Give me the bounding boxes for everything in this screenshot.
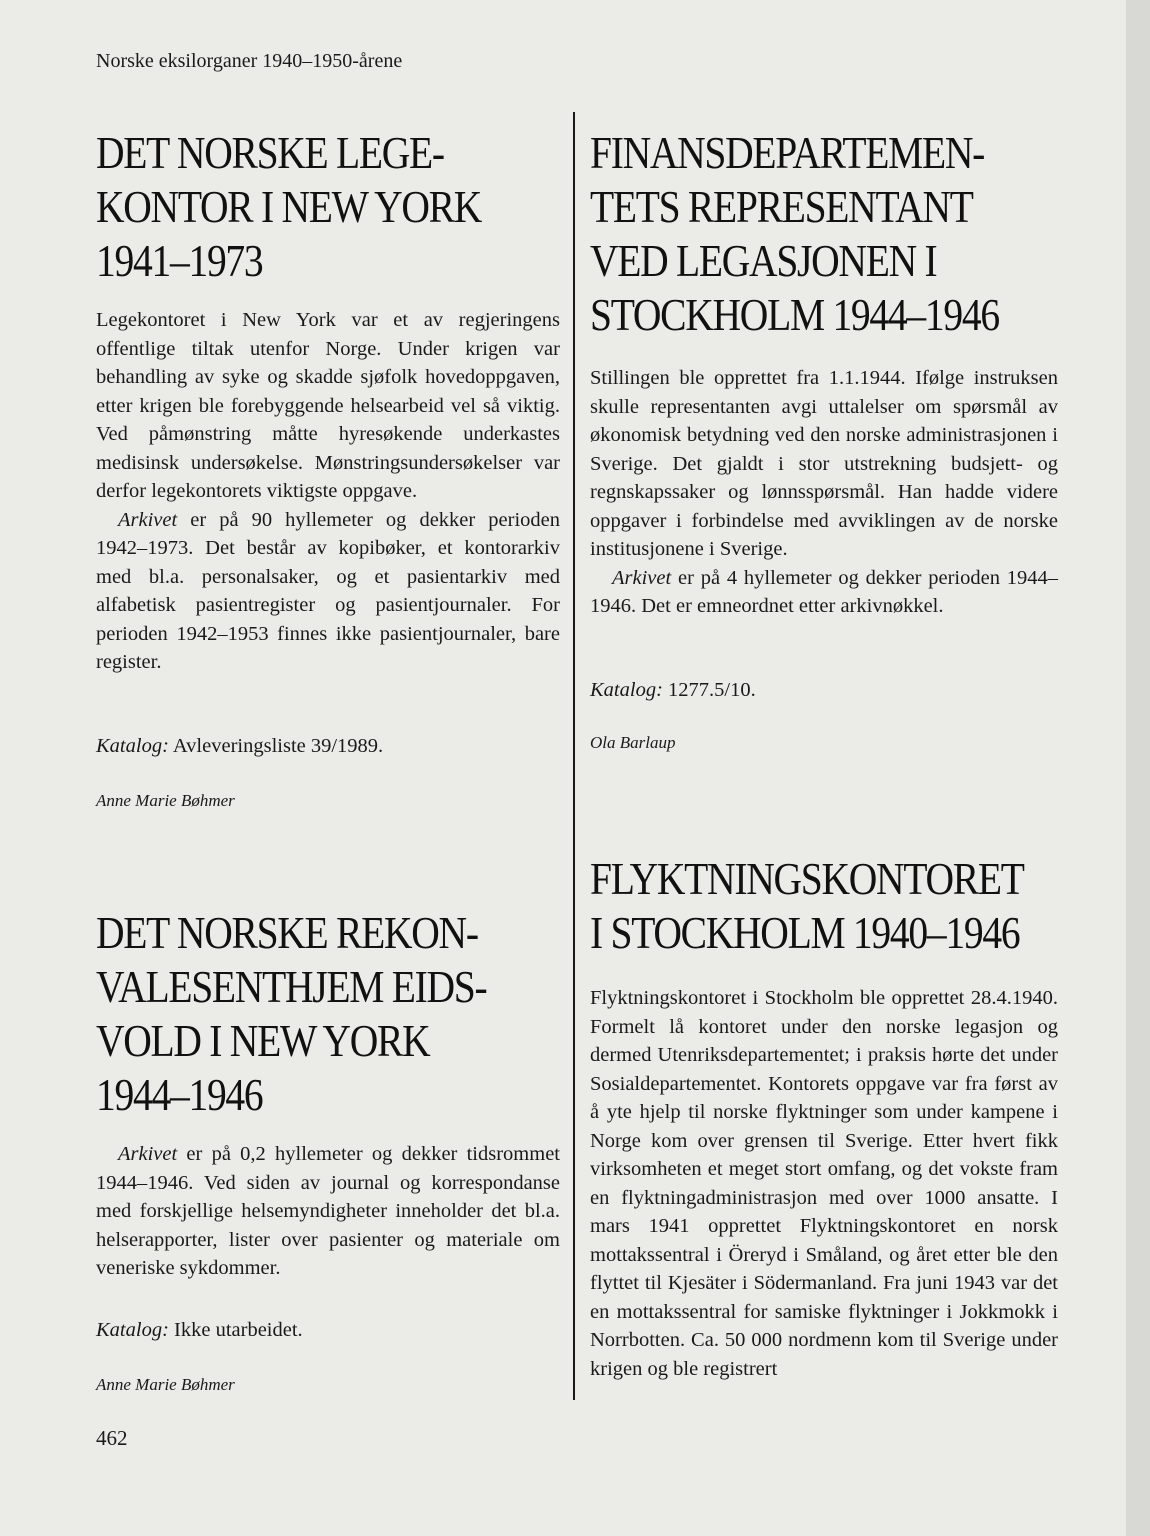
archive-text: er på 0,2 hyllemeter og dekker tidsrommet 1944–1946. Ved siden av journal og korrespondanse med forskjellige helsemyndigheter inneholder det bl.a. helserapporter, lister over pasienter og materiale om veneriske sykdommer. [96,1143,560,1279]
katalog-line [590,676,1058,704]
title-line: VOLD I NEW YORK [96,1015,430,1066]
katalog-text: Ikke utarbeidet. [168,1319,303,1341]
katalog-label: Katalog: [590,679,663,701]
article-legekontor [96,126,560,288]
author-line [590,732,1058,754]
title-line: FLYKTNINGSKONTORET [590,853,1024,904]
archive-label: Arkivet [118,1143,178,1165]
author: Ola Barlaup [590,733,676,752]
archive-paragraph [96,506,560,677]
title-line: DET NORSKE REKON- [96,907,478,958]
katalog-text: Avleveringsliste 39/1989. [168,735,384,757]
body-paragraph: Stillingen ble opprettet fra 1.1.1944. Ifølge instruksen skulle representanten avgi uttalelser om spørsmål av økonomisk betydning ved den norske administrasjonen i Sverige. Det gjaldt i stor utstrekning budsjett- og regnskapssaker og lønnsspørsmål. Han hadde videre oppgaver i forbindelse med avviklingen av de norske institusjonene i Sverige. [590,367,1058,560]
katalog-line [96,732,560,760]
title-line: DET NORSKE LEGE- [96,127,444,178]
article-rekonvalesenthjem-body [96,1140,560,1283]
article-title [590,126,1072,342]
article-title [96,906,578,1122]
article-title [96,126,578,288]
title-line: 1944–1946 [96,1069,263,1120]
body-paragraph: Legekontoret i New York var et av regjeringens offentlige tiltak utenfor Norge. Under krigen var behandling av syke og skadde sjøfolk hovedoppgaven, etter krigen ble forebyggende helsearbeid vel så viktig. Ved påmønstring måtte hyresøkende underkastes medisinsk undersøkelse. Mønstringsundersøkelser var derfor legekontorets viktigste oppgave. [96,309,560,502]
article-flyktningskontoret-body [590,984,1058,1383]
katalog-label: Katalog: [96,735,169,757]
title-line: 1941–1973 [96,235,263,286]
author-line [96,790,560,812]
author: Anne Marie Bøhmer [96,1375,235,1394]
page-edge [1126,0,1150,1536]
title-line: TETS REPRESENTANT [590,181,973,232]
column-rule [573,112,575,1400]
title-line: KONTOR I NEW YORK [96,181,482,232]
body-paragraph: Flyktningskontoret i Stockholm ble opprettet 28.4.1940. Formelt lå kontoret under den norske legasjon og dermed Utenriksdepartementet; i praksis hørte det under Sosialdepartementet. Kontorets oppgave var fra først av å yte hjelp til norske flyktninger som under kampene i Norge kom over grensen til Sverige. Etter hvert fikk virksomheten et meget stort omfang, og det vokste fram en flyktningadministrasjon med over 1000 ansatte. I mars 1941 opprettet Flyktningskontoret en norsk mottakssentral i Öreryd i Småland, og året etter ble den flyttet til Kjesäter i Södermanland. Fra juni 1943 var det en mottakssentral for samiske flyktninger i Jokkmokk i Norrbotten. Ca. 50 000 nordmenn kom til Sverige under krigen og ble registrert [590,987,1058,1380]
archive-paragraph [96,1140,560,1283]
archive-text: er på 90 hyllemeter og dekker perioden 1942–1973. Det består av kopibøker, et kontorarkiv med bl.a. personalsaker, og et pasientarkiv med alfabetisk pasientregister og pasientjournaler. For perioden 1942–1953 finnes ikke pasientjournaler, bare register. [96,508,560,673]
archive-text: er på 4 hyllemeter og dekker perioden 1944–1946. Det er emneordnet etter arkivnøkkel. [590,566,1058,617]
running-head: Norske eksilorganer 1940–1950-årene [96,50,403,72]
title-line: I STOCKHOLM 1940–1946 [590,907,1020,958]
title-line: VALESENTHJEM EIDS- [96,961,487,1012]
article-legekontor-body [96,306,560,677]
katalog-text: 1277.5/10. [662,679,756,701]
article-rekonvalesenthjem [96,906,560,1122]
article-title [590,852,1072,960]
article-finansdepartementet-body [590,364,1058,621]
archive-label: Arkivet [118,508,178,531]
title-line: FINANSDEPARTEMEN- [590,127,985,178]
archive-paragraph [590,564,1058,621]
title-line: STOCKHOLM 1944–1946 [590,289,999,340]
page-number: 462 [96,1426,128,1450]
author-line [96,1374,560,1396]
archive-label: Arkivet [612,566,672,589]
title-line: VED LEGASJONEN I [590,235,937,286]
katalog-label: Katalog: [96,1319,169,1341]
author: Anne Marie Bøhmer [96,791,235,810]
katalog-line [96,1316,560,1344]
article-finansdepartementet [590,126,1058,342]
article-flyktningskontoret [590,852,1058,960]
